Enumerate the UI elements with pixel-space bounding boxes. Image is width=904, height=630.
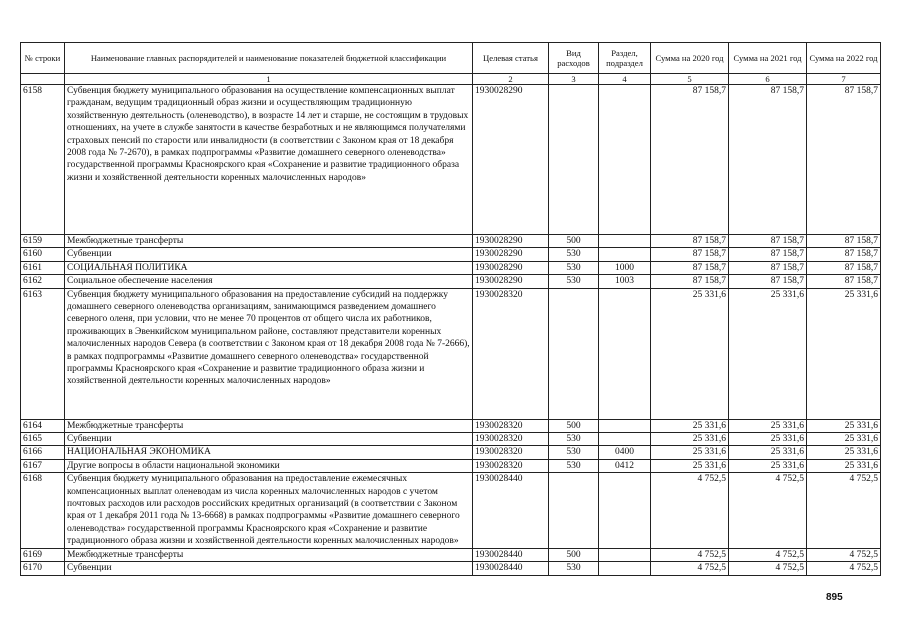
row-expense-type: 500 bbox=[549, 419, 599, 432]
row-expense-type: 500 bbox=[549, 548, 599, 561]
header-row bbox=[21, 43, 881, 74]
row-sum-2021: 25 331,6 bbox=[729, 446, 807, 459]
row-name: Субвенция бюджету муниципального образования на предоставление субсидий на поддержку домашнего северного оленеводства организациям, занимающимся разведением домашнего северного оленя, при условии, что не менее 70 процентов от общего числа их работников, проживающих в Эвенкийском муниципальном районе, составляют представители коренных малочисленных народов Севера (в соответствии с Законом края от 18 декабря 2008 года № 7-2666), в рамках подпрограммы «Развитие домашнего северного оленеводства» государственной программы Красноярского края «Сохранение и развитие традиционного образа жизни и хозяйственной деятельности коренных малочисленных народов» bbox=[65, 288, 473, 419]
row-sum-2021: 25 331,6 bbox=[729, 459, 807, 472]
row-sum-2021: 4 752,5 bbox=[729, 473, 807, 548]
table-row bbox=[21, 235, 881, 248]
header-sum-2020: Сумма на 2020 год bbox=[651, 43, 729, 74]
table-row bbox=[21, 446, 881, 459]
row-sum-2022: 4 752,5 bbox=[807, 562, 881, 575]
column-numbering-row bbox=[21, 74, 881, 85]
table-row bbox=[21, 473, 881, 548]
table-body bbox=[21, 85, 881, 576]
row-name: Субвенции bbox=[65, 562, 473, 575]
row-section bbox=[599, 548, 651, 561]
row-sum-2022: 25 331,6 bbox=[807, 446, 881, 459]
row-sum-2020: 87 158,7 bbox=[651, 275, 729, 288]
row-number: 6169 bbox=[21, 548, 65, 561]
column-number: 1 bbox=[65, 74, 473, 85]
row-name: Субвенции bbox=[65, 433, 473, 446]
row-number: 6159 bbox=[21, 235, 65, 248]
row-sum-2020: 4 752,5 bbox=[651, 473, 729, 548]
budget-table bbox=[20, 42, 881, 576]
table-row bbox=[21, 85, 881, 235]
row-target-article: 1930028320 bbox=[473, 433, 549, 446]
table-row bbox=[21, 459, 881, 472]
row-section bbox=[599, 248, 651, 261]
row-expense-type bbox=[549, 288, 599, 419]
row-target-article: 1930028440 bbox=[473, 562, 549, 575]
row-target-article: 1930028320 bbox=[473, 288, 549, 419]
column-number: 3 bbox=[549, 74, 599, 85]
row-sum-2022: 87 158,7 bbox=[807, 85, 881, 235]
row-expense-type bbox=[549, 85, 599, 235]
row-sum-2022: 25 331,6 bbox=[807, 288, 881, 419]
row-section bbox=[599, 433, 651, 446]
table-row bbox=[21, 288, 881, 419]
row-number: 6165 bbox=[21, 433, 65, 446]
header-name: Наименование главных распорядителей и наименование показателей бюджетной классификации bbox=[65, 43, 473, 74]
row-section bbox=[599, 235, 651, 248]
row-expense-type: 530 bbox=[549, 261, 599, 274]
row-sum-2020: 4 752,5 bbox=[651, 562, 729, 575]
row-expense-type: 530 bbox=[549, 562, 599, 575]
row-expense-type: 530 bbox=[549, 459, 599, 472]
row-sum-2021: 4 752,5 bbox=[729, 548, 807, 561]
row-sum-2021: 25 331,6 bbox=[729, 288, 807, 419]
column-number-empty bbox=[21, 74, 65, 85]
row-section: 0412 bbox=[599, 459, 651, 472]
header-row-number: № строки bbox=[21, 43, 65, 74]
header-target-article: Целевая статья bbox=[473, 43, 549, 74]
row-sum-2022: 4 752,5 bbox=[807, 548, 881, 561]
row-sum-2020: 87 158,7 bbox=[651, 235, 729, 248]
row-sum-2022: 87 158,7 bbox=[807, 275, 881, 288]
row-target-article: 1930028290 bbox=[473, 85, 549, 235]
row-name: Социальное обеспечение населения bbox=[65, 275, 473, 288]
row-expense-type: 500 bbox=[549, 235, 599, 248]
row-sum-2020: 25 331,6 bbox=[651, 419, 729, 432]
row-name: НАЦИОНАЛЬНАЯ ЭКОНОМИКА bbox=[65, 446, 473, 459]
row-section: 1003 bbox=[599, 275, 651, 288]
row-target-article: 1930028290 bbox=[473, 235, 549, 248]
row-section bbox=[599, 562, 651, 575]
row-sum-2020: 4 752,5 bbox=[651, 548, 729, 561]
table-row bbox=[21, 248, 881, 261]
row-name: Субвенция бюджету муниципального образования на предоставление ежемесячных компенсационных выплат оленеводам из числа коренных малочисленных народов с учетом почтовых расходов или расходов российских кредитных организаций (в соответствии с Законом края от 1 декабря 2011 года № 13-6668) в рамках подпрограммы «Развитие домашнего северного оленеводства» государственной программы Красноярского края «Сохранение и развитие традиционного образа жизни и хозяйственной деятельности коренных малочисленных народов» bbox=[65, 473, 473, 548]
row-section bbox=[599, 85, 651, 235]
row-sum-2021: 25 331,6 bbox=[729, 433, 807, 446]
row-sum-2021: 4 752,5 bbox=[729, 562, 807, 575]
table-row bbox=[21, 261, 881, 274]
row-number: 6166 bbox=[21, 446, 65, 459]
row-name: СОЦИАЛЬНАЯ ПОЛИТИКА bbox=[65, 261, 473, 274]
row-section bbox=[599, 419, 651, 432]
row-target-article: 1930028440 bbox=[473, 473, 549, 548]
table-row bbox=[21, 433, 881, 446]
row-section bbox=[599, 473, 651, 548]
row-sum-2022: 25 331,6 bbox=[807, 419, 881, 432]
row-sum-2022: 87 158,7 bbox=[807, 235, 881, 248]
row-sum-2022: 87 158,7 bbox=[807, 261, 881, 274]
row-sum-2020: 87 158,7 bbox=[651, 261, 729, 274]
header-section: Раздел, подраздел bbox=[599, 43, 651, 74]
header-sum-2021: Сумма на 2021 год bbox=[729, 43, 807, 74]
row-section: 0400 bbox=[599, 446, 651, 459]
row-target-article: 1930028320 bbox=[473, 419, 549, 432]
table-row bbox=[21, 548, 881, 561]
row-sum-2020: 25 331,6 bbox=[651, 459, 729, 472]
row-sum-2022: 87 158,7 bbox=[807, 248, 881, 261]
row-number: 6161 bbox=[21, 261, 65, 274]
row-name: Межбюджетные трансферты bbox=[65, 419, 473, 432]
row-sum-2021: 87 158,7 bbox=[729, 275, 807, 288]
row-name: Другие вопросы в области национальной экономики bbox=[65, 459, 473, 472]
row-number: 6167 bbox=[21, 459, 65, 472]
row-sum-2021: 87 158,7 bbox=[729, 85, 807, 235]
row-number: 6163 bbox=[21, 288, 65, 419]
row-number: 6170 bbox=[21, 562, 65, 575]
row-name: Субвенция бюджету муниципального образования на осуществление компенсационных выплат гражданам, ведущим традиционный образ жизни и осуществляющим традиционную хозяйственную деятельность (оленеводство), в возрасте 14 лет и старше, не состоящим в трудовых отношениях, на учете в службе занятости в качестве безработных и не являющимся получателями страховых пенсий по старости или инвалидности (в соответствии с Законом края от 18 декабря 2008 года № 7-2670), в рамках подпрограммы «Развитие домашнего северного оленеводства» государственной программы Красноярского края «Сохранение и развитие традиционного образа жизни и хозяйственной деятельности коренных малочисленных народов» bbox=[65, 85, 473, 235]
column-number: 6 bbox=[729, 74, 807, 85]
header-expense-type: Вид расходов bbox=[549, 43, 599, 74]
column-number: 2 bbox=[473, 74, 549, 85]
row-target-article: 1930028290 bbox=[473, 275, 549, 288]
row-sum-2021: 87 158,7 bbox=[729, 261, 807, 274]
page-number: 895 bbox=[826, 592, 843, 603]
row-target-article: 1930028290 bbox=[473, 261, 549, 274]
row-sum-2020: 25 331,6 bbox=[651, 446, 729, 459]
column-number: 5 bbox=[651, 74, 729, 85]
row-name: Межбюджетные трансферты bbox=[65, 548, 473, 561]
row-number: 6164 bbox=[21, 419, 65, 432]
row-expense-type: 530 bbox=[549, 433, 599, 446]
row-sum-2022: 4 752,5 bbox=[807, 473, 881, 548]
row-name: Субвенции bbox=[65, 248, 473, 261]
column-number: 4 bbox=[599, 74, 651, 85]
row-number: 6168 bbox=[21, 473, 65, 548]
row-section: 1000 bbox=[599, 261, 651, 274]
row-sum-2020: 25 331,6 bbox=[651, 288, 729, 419]
table-row bbox=[21, 275, 881, 288]
row-sum-2020: 25 331,6 bbox=[651, 433, 729, 446]
row-target-article: 1930028320 bbox=[473, 446, 549, 459]
table-row bbox=[21, 562, 881, 575]
row-number: 6158 bbox=[21, 85, 65, 235]
row-number: 6162 bbox=[21, 275, 65, 288]
row-sum-2022: 25 331,6 bbox=[807, 459, 881, 472]
row-sum-2021: 87 158,7 bbox=[729, 248, 807, 261]
row-expense-type bbox=[549, 473, 599, 548]
row-target-article: 1930028440 bbox=[473, 548, 549, 561]
table-row bbox=[21, 419, 881, 432]
row-sum-2021: 25 331,6 bbox=[729, 419, 807, 432]
header-sum-2022: Сумма на 2022 год bbox=[807, 43, 881, 74]
row-expense-type: 530 bbox=[549, 446, 599, 459]
row-number: 6160 bbox=[21, 248, 65, 261]
row-section bbox=[599, 288, 651, 419]
row-target-article: 1930028320 bbox=[473, 459, 549, 472]
row-sum-2020: 87 158,7 bbox=[651, 248, 729, 261]
row-name: Межбюджетные трансферты bbox=[65, 235, 473, 248]
row-sum-2021: 87 158,7 bbox=[729, 235, 807, 248]
row-expense-type: 530 bbox=[549, 275, 599, 288]
row-target-article: 1930028290 bbox=[473, 248, 549, 261]
column-number: 7 bbox=[807, 74, 881, 85]
row-expense-type: 530 bbox=[549, 248, 599, 261]
row-sum-2022: 25 331,6 bbox=[807, 433, 881, 446]
row-sum-2020: 87 158,7 bbox=[651, 85, 729, 235]
